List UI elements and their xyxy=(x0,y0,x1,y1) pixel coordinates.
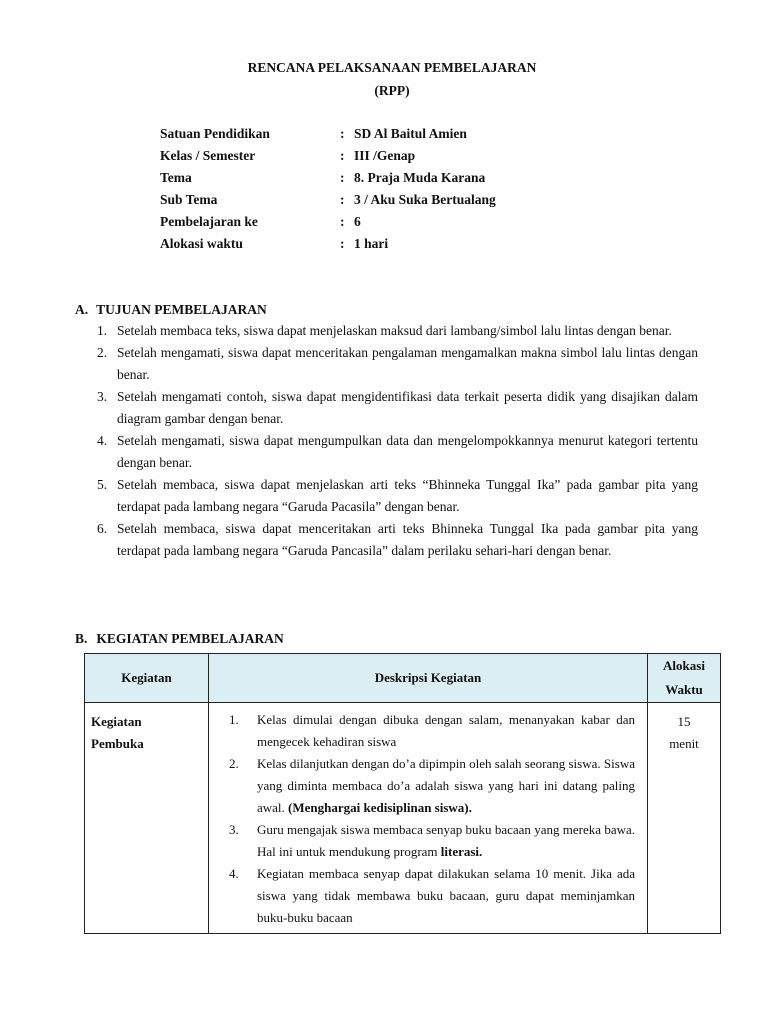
info-value: III /Genap xyxy=(354,148,416,163)
info-row-satuan xyxy=(160,126,496,148)
list-item xyxy=(229,709,635,753)
step-number: 4. xyxy=(229,866,239,881)
header-deskripsi: Deskripsi Kegiatan xyxy=(209,654,648,703)
info-label: Tema xyxy=(160,170,192,185)
activity-time-cell xyxy=(648,703,721,934)
header-alokasi-line2: Waktu xyxy=(665,682,703,697)
list-item xyxy=(97,320,698,342)
info-label: Pembelajaran ke xyxy=(160,214,258,229)
info-row-kelas xyxy=(160,148,496,170)
step-text: Kelas dilanjutkan dengan do’a dipimpin oleh salah seorang siswa. Siswa yang diminta membaca do’a adalah siswa yang hari ini datang paling awal. xyxy=(257,756,635,815)
section-heading-tujuan xyxy=(75,302,267,318)
section-letter: B. xyxy=(75,631,88,646)
activity-name-line2: Pembuka xyxy=(91,736,144,751)
activity-time-unit: menit xyxy=(669,736,699,751)
item-text: Setelah mengamati, siswa dapat mengumpulkan data dan mengelompokkannya menurut kategori tertentu dengan benar. xyxy=(117,433,698,470)
step-number: 1. xyxy=(229,712,239,727)
header-kegiatan: Kegiatan xyxy=(85,654,209,703)
item-number: 3. xyxy=(97,389,108,404)
item-text: Setelah membaca, siswa dapat menjelaskan arti teks “Bhinneka Tunggal Ika” pada gambar pita yang terdapat pada lambang negara “Garuda Pacasila” dengan benar. xyxy=(117,477,698,514)
step-text: Kelas dimulai dengan dibuka dengan salam, menanyakan kabar dan mengecek kehadiran siswa xyxy=(257,712,635,749)
info-label: Satuan Pendidikan xyxy=(160,126,270,141)
list-item xyxy=(97,430,698,474)
info-colon: : xyxy=(340,148,345,163)
info-label: Kelas / Semester xyxy=(160,148,256,163)
step-bold-text: (Menghargai kedisiplinan siswa). xyxy=(288,800,472,815)
table-header-row xyxy=(85,654,721,703)
info-value: 1 hari xyxy=(354,236,389,251)
list-item xyxy=(229,863,635,929)
info-colon: : xyxy=(340,214,345,229)
item-text: Setelah membaca teks, siswa dapat menjelaskan maksud dari lambang/simbol lalu lintas dengan benar. xyxy=(117,323,672,338)
info-value: 6 xyxy=(354,214,361,229)
info-colon: : xyxy=(340,236,345,251)
header-alokasi-line1: Alokasi xyxy=(663,658,705,673)
list-item xyxy=(97,342,698,386)
section-letter: A. xyxy=(75,302,89,317)
item-text: Setelah mengamati contoh, siswa dapat mengidentifikasi data terkait peserta didik yang disajikan dalam diagram gambar dengan benar. xyxy=(117,389,698,426)
step-text: Guru mengajak siswa membaca senyap buku bacaan yang mereka bawa. Hal ini untuk mendukung program xyxy=(257,822,635,859)
step-text: Kegiatan membaca senyap dapat dilakukan selama 10 menit. Jika ada siswa yang tidak membawa buku bacaan, guru dapat meminjamkan buku-buku bacaan xyxy=(257,866,635,925)
activity-name-line1: Kegiatan xyxy=(91,714,142,729)
info-value: 8. Praja Muda Karana xyxy=(354,170,486,185)
section-heading-kegiatan xyxy=(75,631,284,647)
section-title: TUJUAN PEMBELAJARAN xyxy=(96,302,267,317)
header-alokasi xyxy=(648,654,721,703)
document-subtitle: (RPP) xyxy=(374,83,410,98)
activity-steps-list xyxy=(229,709,635,929)
item-number: 6. xyxy=(97,521,108,536)
item-number: 2. xyxy=(97,345,108,360)
learning-goals-list xyxy=(97,320,698,562)
list-item xyxy=(97,474,698,518)
info-row-subtema xyxy=(160,192,496,214)
item-number: 1. xyxy=(97,323,108,338)
step-number: 3. xyxy=(229,822,239,837)
list-item xyxy=(97,518,698,562)
step-bold-text: literasi. xyxy=(440,844,483,859)
list-item xyxy=(97,386,698,430)
info-value: 3 / Aku Suka Bertualang xyxy=(354,192,496,207)
info-row-pembelajaran xyxy=(160,214,496,236)
item-number: 4. xyxy=(97,433,108,448)
table-row xyxy=(85,703,721,934)
activity-description-cell xyxy=(209,703,648,934)
info-value: SD Al Baitul Amien xyxy=(354,126,467,141)
activity-name-cell xyxy=(85,703,209,934)
item-number: 5. xyxy=(97,477,108,492)
list-item xyxy=(229,819,635,863)
info-colon: : xyxy=(340,126,345,141)
identity-block xyxy=(160,126,496,258)
info-label: Sub Tema xyxy=(160,192,218,207)
activities-table xyxy=(84,653,721,934)
step-number: 2. xyxy=(229,756,239,771)
list-item xyxy=(229,753,635,819)
info-colon: : xyxy=(340,170,345,185)
item-text: Setelah membaca, siswa dapat menceritakan arti teks Bhinneka Tunggal Ika pada gambar pita yang terdapat pada lambang negara “Garuda Pancasila” dalam perilaku sehari-hari dengan benar. xyxy=(117,521,698,558)
document-title: RENCANA PELAKSANAAN PEMBELAJARAN xyxy=(247,60,537,75)
activity-time-value: 15 xyxy=(677,714,691,729)
info-row-alokasi xyxy=(160,236,496,258)
item-text: Setelah mengamati, siswa dapat menceritakan pengalaman mengamalkan makna simbol lalu lintas dengan benar. xyxy=(117,345,698,382)
info-colon: : xyxy=(340,192,345,207)
info-label: Alokasi waktu xyxy=(160,236,243,251)
section-title: KEGIATAN PEMBELAJARAN xyxy=(96,631,284,646)
info-row-tema xyxy=(160,170,496,192)
